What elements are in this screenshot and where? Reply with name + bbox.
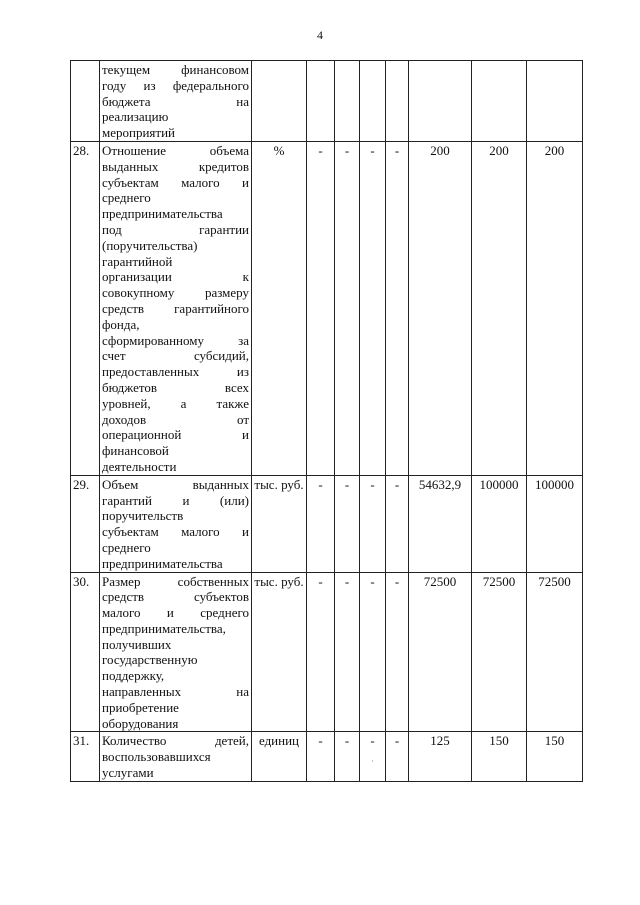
indicator-description <box>100 475 252 572</box>
value-cell: 150 <box>527 732 583 781</box>
table-row <box>71 141 583 475</box>
description-line: получивших <box>102 636 172 652</box>
value-cell: 72500 <box>409 572 472 732</box>
description-line: предоставленных из <box>102 364 249 380</box>
value-cell: - <box>307 732 335 781</box>
description-line: направленных на <box>102 684 249 700</box>
description-line: предпринимательства <box>102 555 223 571</box>
description-line: гарантийной <box>102 253 173 269</box>
description-line: приобретение <box>102 699 179 715</box>
value-cell <box>527 61 583 142</box>
value-cell: - <box>386 475 409 572</box>
description-line: средств гарантийного <box>102 300 249 316</box>
value-cell: - <box>335 141 360 475</box>
value-cell: - <box>386 572 409 732</box>
value-cell: - <box>335 572 360 732</box>
description-line: году из федерального <box>102 77 249 93</box>
value-cell: 150 <box>472 732 527 781</box>
description-line: реализацию <box>102 109 169 125</box>
description-line: Отношение объема <box>102 142 249 158</box>
value-cell: 72500 <box>472 572 527 732</box>
description-line: счет субсидий, <box>102 348 249 364</box>
value-cell: - <box>335 732 360 781</box>
table-row <box>71 475 583 572</box>
description-line: средств субъектов <box>102 589 249 605</box>
value-cell <box>360 61 386 142</box>
description-line: Объем выданных <box>102 476 249 492</box>
description-line: воспользовавшихся <box>102 749 211 765</box>
value-cell: - <box>360 572 386 732</box>
description-line: бюджетов всех <box>102 379 249 395</box>
description-line: совокупному размеру <box>102 285 249 301</box>
description-line: гарантий и (или) <box>102 492 249 508</box>
value-cell: - <box>307 141 335 475</box>
description-line: уровней, а также <box>102 395 249 411</box>
description-line: предпринимательства <box>102 206 223 222</box>
description-line: поддержку, <box>102 668 165 684</box>
description-line: малого и среднего <box>102 605 249 621</box>
value-cell: - <box>335 475 360 572</box>
value-cell: - <box>360 475 386 572</box>
description-line: мероприятий <box>102 125 175 141</box>
description-line: организации к <box>102 269 249 285</box>
description-line: фонда, <box>102 316 140 332</box>
value-cell: 100000 <box>527 475 583 572</box>
description-line: субъектам малого и <box>102 174 249 190</box>
description-line: операционной и <box>102 427 249 443</box>
description-line: предпринимательства, <box>102 620 226 636</box>
indicators-table <box>70 60 583 782</box>
row-number: 29. <box>71 475 100 572</box>
dash-value: - <box>370 733 375 749</box>
value-cell: 200 <box>472 141 527 475</box>
value-cell <box>409 61 472 142</box>
description-line: финансовой <box>102 443 169 459</box>
description-line: Количество детей, <box>102 733 249 749</box>
table-row <box>71 61 583 142</box>
description-line: поручительств <box>102 508 184 524</box>
scan-speck: · <box>371 756 374 767</box>
value-cell: 54632,9 <box>409 475 472 572</box>
description-line: деятельности <box>102 458 177 474</box>
description-line: текущем финансовом <box>102 62 249 77</box>
indicator-description <box>100 141 252 475</box>
value-cell: - <box>307 475 335 572</box>
description-line: выданных кредитов <box>102 158 249 174</box>
description-line: бюджета на <box>102 93 249 109</box>
value-cell: - <box>386 732 409 781</box>
value-cell <box>472 61 527 142</box>
unit-cell: % <box>252 141 307 475</box>
description-line: государственную <box>102 652 198 668</box>
row-number: 28. <box>71 141 100 475</box>
value-cell <box>307 61 335 142</box>
unit-cell: тыс. руб. <box>252 475 307 572</box>
value-cell <box>386 61 409 142</box>
description-line: услугами <box>102 765 154 781</box>
value-cell <box>335 61 360 142</box>
unit-cell: тыс. руб. <box>252 572 307 732</box>
description-line: субъектам малого и <box>102 524 249 540</box>
description-line: доходов от <box>102 411 249 427</box>
row-number: 30. <box>71 572 100 732</box>
indicator-description <box>100 732 252 781</box>
description-line: Размер собственных <box>102 573 249 589</box>
indicator-description <box>100 572 252 732</box>
row-number: 31. <box>71 732 100 781</box>
description-line: среднего <box>102 190 151 206</box>
value-cell: - <box>360 141 386 475</box>
description-line: среднего <box>102 539 151 555</box>
unit-cell <box>252 61 307 142</box>
value-cell: - <box>307 572 335 732</box>
description-line: (поручительства) <box>102 237 198 253</box>
description-line: оборудования <box>102 715 179 731</box>
value-cell: 72500 <box>527 572 583 732</box>
value-cell: - <box>386 141 409 475</box>
description-line: под гарантии <box>102 221 249 237</box>
value-cell: 200 <box>409 141 472 475</box>
page-number: 4 <box>317 28 323 42</box>
value-cell: 100000 <box>472 475 527 572</box>
table-row <box>71 572 583 732</box>
unit-cell: единиц <box>252 732 307 781</box>
value-cell <box>360 732 386 781</box>
indicator-description <box>100 61 252 142</box>
value-cell: 200 <box>527 141 583 475</box>
table-row <box>71 732 583 781</box>
value-cell: 125 <box>409 732 472 781</box>
row-number <box>71 61 100 142</box>
description-line: сформированному за <box>102 332 249 348</box>
